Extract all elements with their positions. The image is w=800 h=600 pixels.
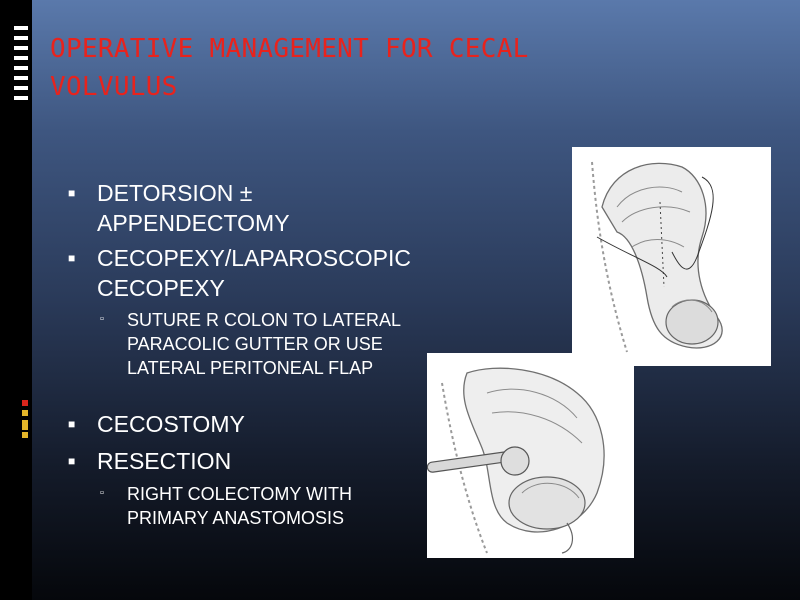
bullet-text: RESECTION bbox=[97, 448, 232, 474]
sub-bullet-marker: ▫ bbox=[100, 487, 104, 499]
deco-white-bar bbox=[14, 46, 28, 50]
deco-white-bar bbox=[14, 96, 28, 100]
bullet-text: DETORSION ± APPENDECTOMY bbox=[97, 180, 290, 236]
cecopexy-illustration bbox=[572, 147, 771, 366]
deco-white-bar bbox=[14, 26, 28, 30]
bullet-marker: ■ bbox=[68, 417, 76, 431]
deco-white-bar bbox=[14, 36, 28, 40]
sub-bullet-text: RIGHT COLECTOMY WITH PRIMARY ANASTOMOSIS bbox=[127, 484, 353, 528]
bullet-text: CECOSTOMY bbox=[97, 411, 245, 437]
cecostomy-drawing bbox=[427, 353, 634, 558]
sub-bullet-text: SUTURE R COLON TO LATERAL PARACOLIC GUTTER OR USE LATERAL PERITONEAL FLAP bbox=[127, 310, 401, 378]
deco-white-bar bbox=[14, 86, 28, 90]
deco-white-bar bbox=[14, 66, 28, 70]
bullet-item bbox=[68, 178, 418, 238]
bullet-marker: ■ bbox=[68, 251, 76, 265]
deco-yellow-square bbox=[22, 420, 28, 430]
deco-yellow-square bbox=[22, 410, 28, 416]
cecostomy-illustration bbox=[427, 353, 634, 558]
deco-white-bar bbox=[14, 56, 28, 60]
sub-bullet-item bbox=[100, 482, 420, 530]
deco-white-bar bbox=[14, 76, 28, 80]
deco-yellow-square bbox=[22, 432, 28, 438]
left-decoration-strip bbox=[0, 0, 32, 600]
bullet-marker: ■ bbox=[68, 186, 76, 200]
bullet-item bbox=[68, 446, 418, 476]
bullet-text: CECOPEXY/LAPAROSCOPIC CECOPEXY bbox=[97, 245, 411, 301]
bullet-item bbox=[68, 409, 418, 439]
bullet-marker: ■ bbox=[68, 454, 76, 468]
sub-bullet-marker: ▫ bbox=[100, 313, 104, 325]
sub-bullet-item bbox=[100, 308, 420, 380]
cecopexy-drawing bbox=[572, 147, 771, 366]
bullet-item bbox=[68, 243, 418, 303]
deco-red-square bbox=[22, 400, 28, 406]
slide-title: OPERATIVE MANAGEMENT FOR CECAL VOLVULUS bbox=[50, 34, 529, 102]
